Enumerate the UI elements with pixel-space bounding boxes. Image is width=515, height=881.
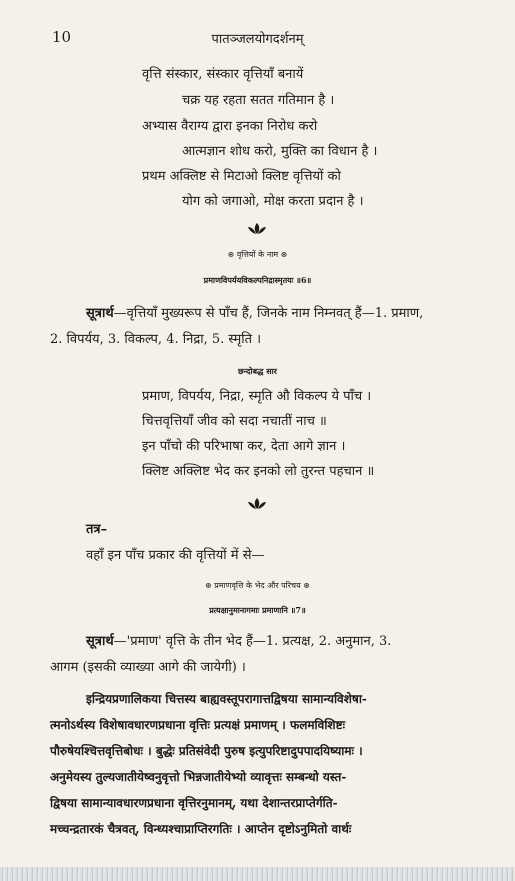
poem-line: चक्र यह रहता सतत गतिमान है । [182, 93, 335, 108]
scan-edge-stripe [0, 867, 515, 881]
chhand-line: इन पाँचो की परिभाषा कर, देता आगे ज्ञान । [142, 439, 346, 454]
sutrartha-label: सूत्रार्थ [86, 634, 114, 649]
poem-line: योग को जगाओ, मोक्ष करता प्रदान है । [182, 194, 364, 209]
commentary-line: त्मनोऽर्थस्य विशेषावधारणप्रधाना वृत्तिः प्रत्यक्षं प्रमाणम् । फलमविशिष्टः [50, 718, 346, 732]
tatra-line: वहाँ इन पाँच प्रकार की वृत्तियों में से— [86, 548, 265, 563]
chhand-heading: छन्दोबद्ध सार [238, 366, 277, 376]
chhand-line: चित्तवृत्तियाँ जीव को सदा नचातीं नाच ॥ [142, 414, 327, 429]
commentary-line: मच्चन्द्रतारकं चैत्रवत्, विन्ध्यश्चाप्राप्तिरगतिः । आप्तेन दृष्टोऽनुमितो वार्थः [50, 822, 352, 836]
chhand-line: क्लिष्ट अक्लिष्ट भेद कर इनको लो तुरन्त पहचान ॥ [142, 464, 375, 479]
page-number: 10 [52, 28, 72, 46]
poem-line: अभ्यास वैराग्य द्वारा इनका निरोध करो [142, 119, 318, 134]
lotus-ornament-icon [247, 222, 267, 236]
sutrartha-line [86, 305, 423, 323]
poem-line: वृत्ति संस्कार, संस्कार वृत्तियाँ बनायें [142, 67, 304, 82]
poem-line: प्रथम अक्लिष्ट से मिटाओ क्लिष्ट वृत्तियों को [142, 169, 341, 184]
section-heading: ⊛ प्रमाणवृत्ति के भेद और परिचय ⊛ [205, 581, 310, 590]
sutra-text: प्रत्यक्षानुमानागमाः प्रमाणानि ॥7॥ [209, 605, 306, 615]
page-header [0, 28, 515, 50]
sutrartha-text: —वृत्तियाँ मुख्यरूप से पाँच हैं, जिनके नाम निम्नवत् हैं—1. प्रमाण, [113, 306, 424, 321]
sutrartha-line [86, 633, 391, 651]
chhand-line: प्रमाण, विपर्यय, निद्रा, स्मृति औ विकल्प ये पाँच । [142, 389, 372, 404]
running-title: पातञ्जलयोगदर्शनम् [211, 32, 304, 47]
commentary-line: पौरुषेयश्चित्तवृत्तिबोधः । बुद्धेः प्रतिसंवेदी पुरुष इत्युपरिष्टादुपपादयिष्यामः । [50, 744, 363, 758]
sutrartha-line: 2. विपर्यय, 3. विकल्प, 4. निद्रा, 5. स्मृति । [50, 332, 262, 347]
commentary-line: अनुमेयस्य तुल्यजातीयेष्वनुवृत्तो भिन्नजातीयेभ्यो व्यावृत्तः सम्बन्धो यस्त- [50, 770, 347, 784]
sutrartha-line: आगम (इसकी व्याख्या आगे की जायेगी) । [50, 660, 246, 675]
commentary-line: द्विषया सामान्यावधारणप्रधाना वृत्तिरनुमानम्, यथा देशान्तरप्राप्तेर्गति- [50, 796, 338, 810]
commentary-line: इन्द्रियप्रणालिकया चित्तस्य बाह्यवस्तूपरागात्तद्विषया सामान्यविशेषा- [86, 692, 367, 706]
poem-line: आत्मज्ञान शोध करो, मुक्ति का विधान है । [182, 144, 378, 159]
sutrartha-text: —'प्रमाण' वृत्ति के तीन भेद हैं—1. प्रत्यक्ष, 2. अनुमान, 3. [113, 634, 392, 649]
tatra-label: तत्र– [86, 522, 108, 537]
section-heading: ⊛ वृत्तियों के नाम ⊛ [227, 250, 288, 259]
sutrartha-label: सूत्रार्थ [86, 306, 114, 321]
lotus-ornament-icon [247, 497, 267, 511]
sutra-text: प्रमाणविपर्ययविकल्पनिद्रास्मृतयः ॥6॥ [203, 275, 312, 285]
